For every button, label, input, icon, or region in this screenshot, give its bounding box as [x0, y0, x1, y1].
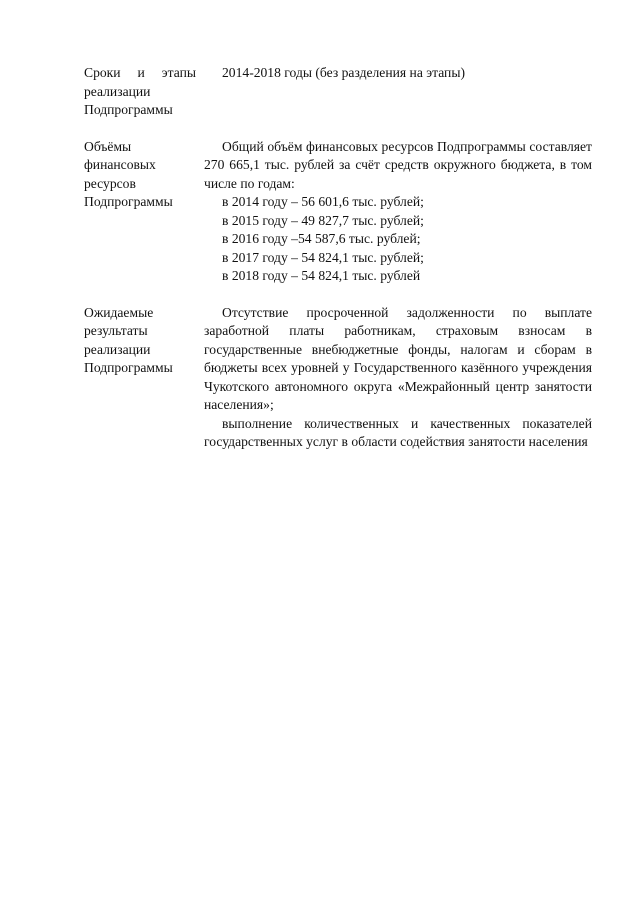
- label-line: Сроки и этапы: [84, 65, 196, 80]
- funding-year-2014: в 2014 году – 56 601,6 тыс. рублей;: [222, 194, 424, 209]
- result-paragraph: выполнение количественных и качественных показателей государственных услуг в области содействия занятости населения: [204, 415, 592, 449]
- row-label: [84, 138, 196, 212]
- funding-year-2017: в 2017 году – 54 824,1 тыс. рублей;: [222, 249, 424, 265]
- label-line: реализации: [84, 341, 151, 357]
- row-value: [204, 138, 592, 286]
- funding-intro: Общий объём финансовых ресурсов Подпрограммы составляет 270 665,1 тыс. рублей за счёт средств окружного бюджета, в том числе по годам:: [204, 138, 592, 191]
- label-line: реализации: [84, 83, 151, 99]
- label-line: ресурсов: [84, 175, 136, 191]
- passport-table: [84, 64, 592, 452]
- label-line: Подпрограммы: [84, 360, 173, 375]
- label-line: Объёмы: [84, 138, 132, 154]
- row-label: [84, 304, 196, 378]
- label-line: Ожидаемые: [84, 304, 154, 320]
- label-line: Подпрограммы: [84, 194, 173, 209]
- result-paragraph: Отсутствие просроченной задолженности по выплате заработной платы работникам, страховым взносам в государственные внебюджетные фонды, налогам и сборам в бюджеты всех уровней у Государственного казённого учреждения Чукотского автономного округа «Межрайонный центр занятости населения»;: [204, 304, 592, 412]
- row-timeline: [84, 64, 592, 120]
- timeline-text: 2014-2018 годы (без разделения на этапы): [222, 65, 465, 80]
- row-label: [84, 64, 196, 120]
- label-line: Подпрограммы: [84, 102, 173, 117]
- funding-year-2015: в 2015 году – 49 827,7 тыс. рублей;: [222, 212, 424, 228]
- row-value: [204, 304, 592, 452]
- row-funding: [84, 138, 592, 286]
- row-value: [204, 64, 592, 83]
- label-line: результаты: [84, 323, 148, 338]
- row-expected-results: [84, 304, 592, 452]
- label-line: финансовых: [84, 157, 156, 172]
- funding-year-2018: в 2018 году – 54 824,1 тыс. рублей: [222, 268, 421, 283]
- funding-year-2016: в 2016 году –54 587,6 тыс. рублей;: [222, 231, 421, 246]
